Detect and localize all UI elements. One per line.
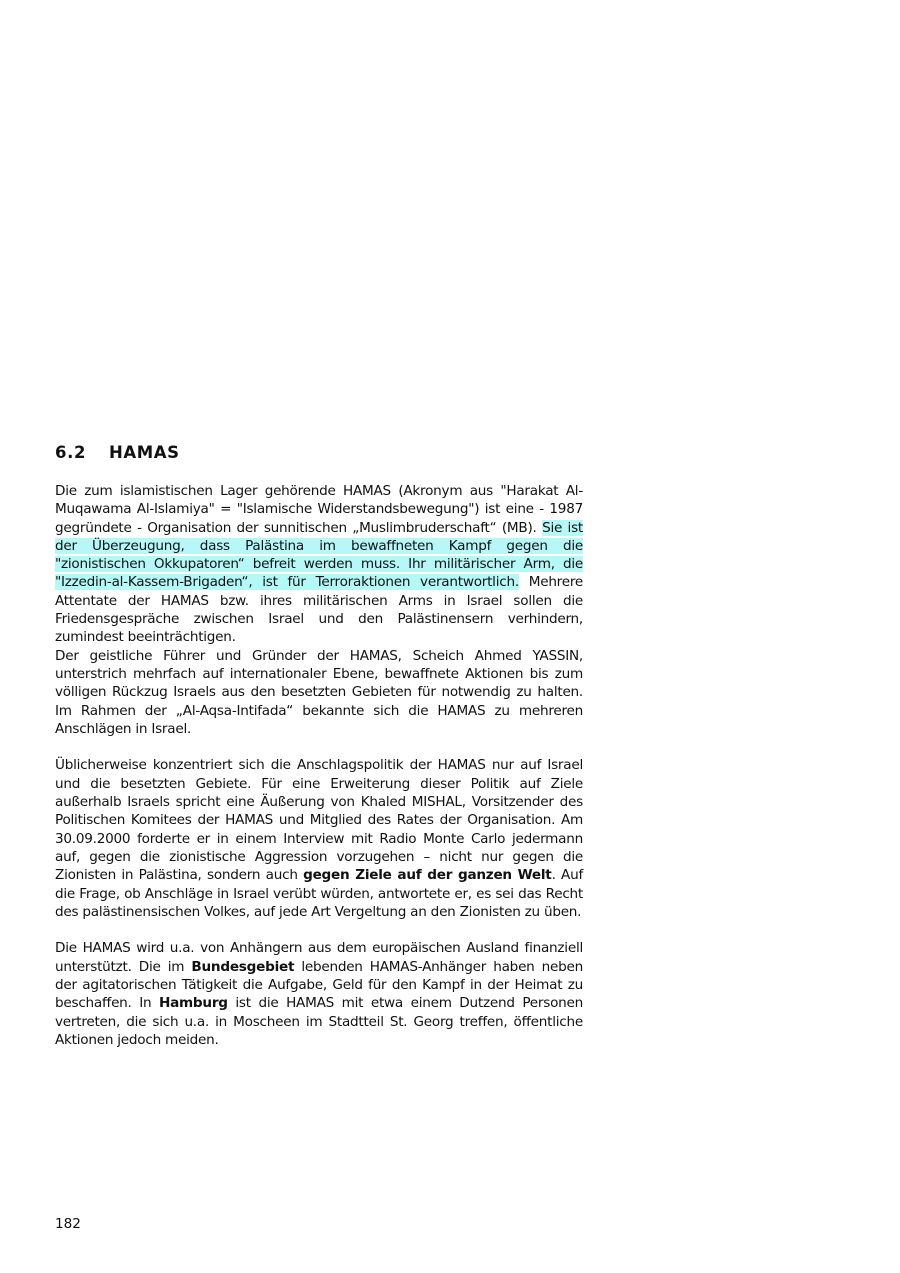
paragraph-text: . Auf die Frage, ob Anschläge in Israel verübt würden, antwortete er, es sei das Recht des palästinensischen Volkes, auf jede Art Vergeltung an den Zionisten zu üben. [55, 867, 583, 920]
paragraph-text: ist die HAMAS mit etwa einem Dutzend Personen vertreten, die sich u.a. in Moscheen im Stadtteil St. Georg treffen, öffentliche Aktionen jedoch meiden. [55, 995, 583, 1048]
bold-text: Hamburg [158, 995, 228, 1012]
section-number: 6.2 [55, 443, 87, 462]
paragraph-text: Üblicherweise konzentriert sich die Anschlagspolitik der HAMAS nur auf Israel und die besetzten Gebiete. Für eine Erweiterung dieser Politik auf Ziele außerhalb Israels spricht eine Äußerung von Khaled MISHAL, Vorsitzender des Politischen Komitees der HAMAS und Mitglied des Rates der Organisation. Am 30.09.2000 forderte er in einem Interview mit Radio Monte Carlo jedermann auf, gegen die zionistische Aggression vorzugehen – nicht nur gegen die Zionisten in Palästina, sondern auch [55, 757, 583, 884]
paragraph-funding [55, 939, 583, 1049]
paragraph-text: Die zum islamistischen Lager gehörende HAMAS (Akronym aus "Harakat Al-Muqawama Al-Islamiya" = "Islamische Widerstandsbewegung") ist eine - 1987 gegründete - Organisation der sunnitischen „Muslimbruderschaft“ (MB). [55, 483, 583, 536]
paragraph-text: lebenden HAMAS-Anhänger haben neben der agitatorischen Tätigkeit die Aufgabe, Geld für den Kampf in der Heimat zu beschaffen. In [55, 958, 583, 1012]
paragraph-mishal [55, 756, 583, 921]
paragraph-intro [55, 482, 583, 647]
paragraph-text: Die HAMAS wird u.a. von Anhängern aus dem europäischen Ausland finanziell unterstützt. Die im [55, 940, 583, 975]
paragraph-yassin: Der geistliche Führer und Gründer der HAMAS, Scheich Ahmed YASSIN, unterstrich mehrfach auf internationaler Ebene, bewaffnete Aktionen bis zum völligen Rückzug Israels aus den besetzten Gebieten für notwendig zu halten. Im Rahmen der „Al-Aqsa-Intifada“ bekannte sich die HAMAS zu mehreren Anschlägen in Israel. [55, 647, 583, 737]
section-title: HAMAS [109, 443, 180, 462]
paragraph-text: Mehrere Attentate der HAMAS bzw. ihres militärischen Arms in Israel sollen die Friedensgespräche zwischen Israel und den Palästinensern verhindern, zumindest beeinträchtigen. [55, 574, 583, 646]
bold-text: gegen Ziele auf der ganzen Welt [303, 867, 552, 884]
bold-text: Bundesgebiet [191, 958, 295, 975]
page-number: 182 [55, 1216, 81, 1232]
section-heading [55, 443, 180, 462]
body-text [55, 482, 583, 1049]
highlighted-text: Sie ist der Überzeugung, dass Palästina im bewaffneten Kampf gegen die "zionistischen Okkupatoren“ befreit werden muss. Ihr militärischer Arm, die "Izzedin-al-Kassem-Brigaden“, ist für Terroraktionen verantwortlich. [55, 519, 583, 591]
